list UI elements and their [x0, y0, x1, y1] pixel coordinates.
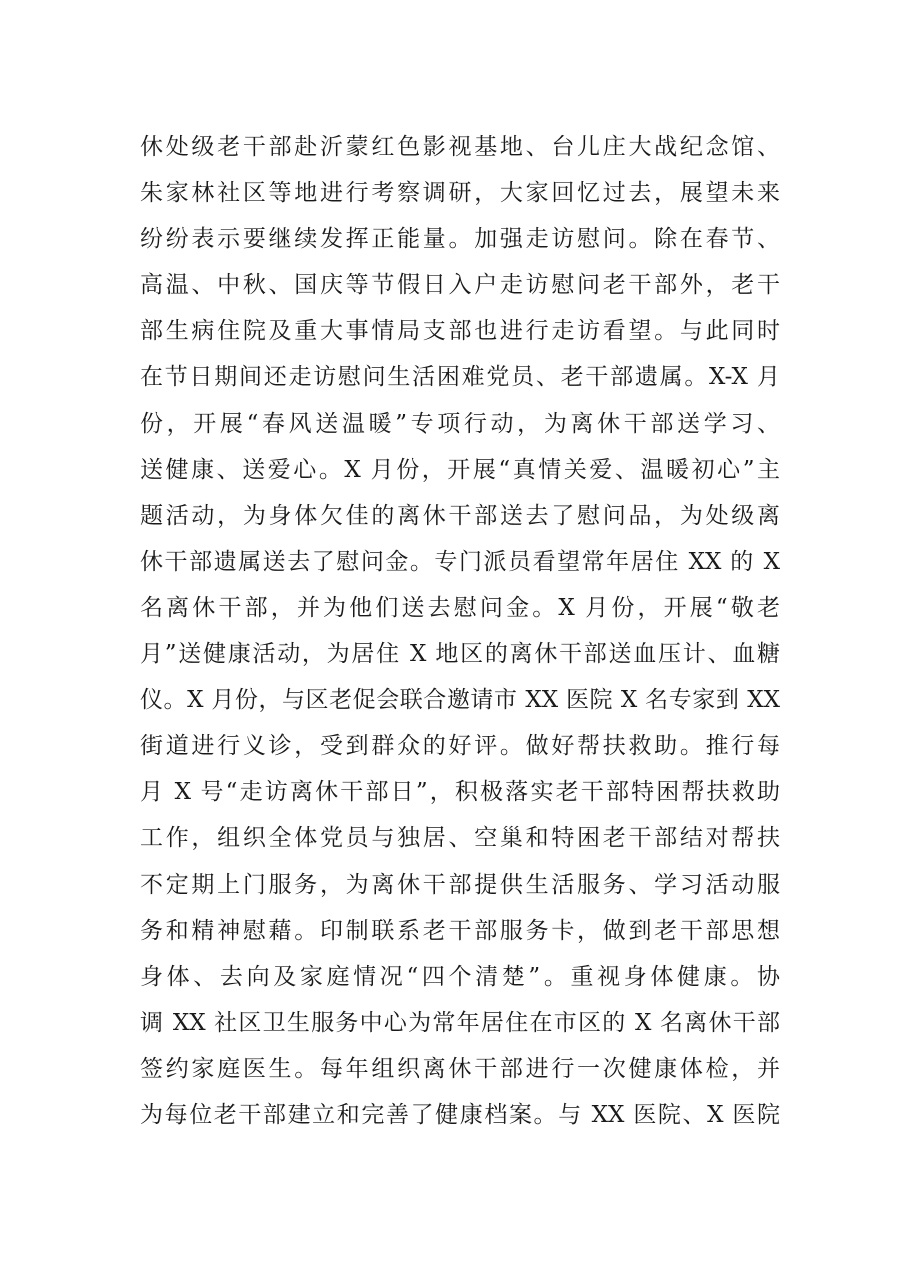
text-line-19: 身体、去向及家庭情况“四个清楚”。重视身体健康。协: [140, 963, 780, 990]
text-line-18: 务和精神慰藉。印制联系老干部服务卡，做到老干部思想: [140, 917, 780, 944]
text-line-6: 在节日期间还走访慰问生活困难党员、老干部遗属。X-X 月: [140, 364, 780, 391]
text-line-14: 街道进行义诊，受到群众的好评。做好帮扶救助。推行每: [140, 733, 780, 760]
text-line-10: 休干部遗属送去了慰问金。专门派员看望常年居住 XX 的 X: [140, 548, 780, 575]
text-line-11: 名离休干部，并为他们送去慰问金。X 月份，开展“敬老: [140, 594, 780, 621]
text-line-20: 调 XX 社区卫生服务中心为常年居住在市区的 X 名离休干部: [140, 1009, 780, 1036]
text-line-22: 为每位老干部建立和完善了健康档案。与 XX 医院、X 医院: [140, 1101, 780, 1128]
text-line-17: 不定期上门服务，为离休干部提供生活服务、学习活动服: [140, 871, 780, 898]
text-line-5: 部生病住院及重大事情局支部也进行走访看望。与此同时: [140, 318, 780, 345]
text-line-21: 签约家庭医生。每年组织离休干部进行一次健康体检，并: [140, 1055, 780, 1082]
text-line-15: 月 X 号“走访离休干部日”，积极落实老干部特困帮扶救助: [140, 779, 780, 806]
text-line-3: 纷纷表示要继续发挥正能量。加强走访慰问。除在春节、: [140, 226, 780, 253]
text-line-9: 题活动，为身体欠佳的离休干部送去了慰问品，为处级离: [140, 502, 780, 529]
text-line-13: 仪。X 月份，与区老促会联合邀请市 XX 医院 X 名专家到 XX: [140, 687, 780, 714]
text-line-1: 休处级老干部赴沂蒙红色影视基地、台儿庄大战纪念馆、: [140, 134, 780, 160]
text-line-12: 月”送健康活动，为居住 X 地区的离休干部送血压计、血糖: [140, 641, 780, 668]
text-line-16: 工作，组织全体党员与独居、空巢和特困老干部结对帮扶: [140, 825, 780, 852]
text-line-2: 朱家林社区等地进行考察调研，大家回忆过去，展望未来: [140, 180, 780, 207]
text-line-7: 份，开展“春风送温暖”专项行动，为离休干部送学习、: [140, 410, 780, 437]
body-paragraph: [140, 124, 780, 1138]
text-line-4: 高温、中秋、国庆等节假日入户走访慰问老干部外，老干: [140, 272, 780, 299]
text-line-8: 送健康、送爱心。X 月份，开展“真情关爱、温暖初心”主: [140, 456, 780, 483]
